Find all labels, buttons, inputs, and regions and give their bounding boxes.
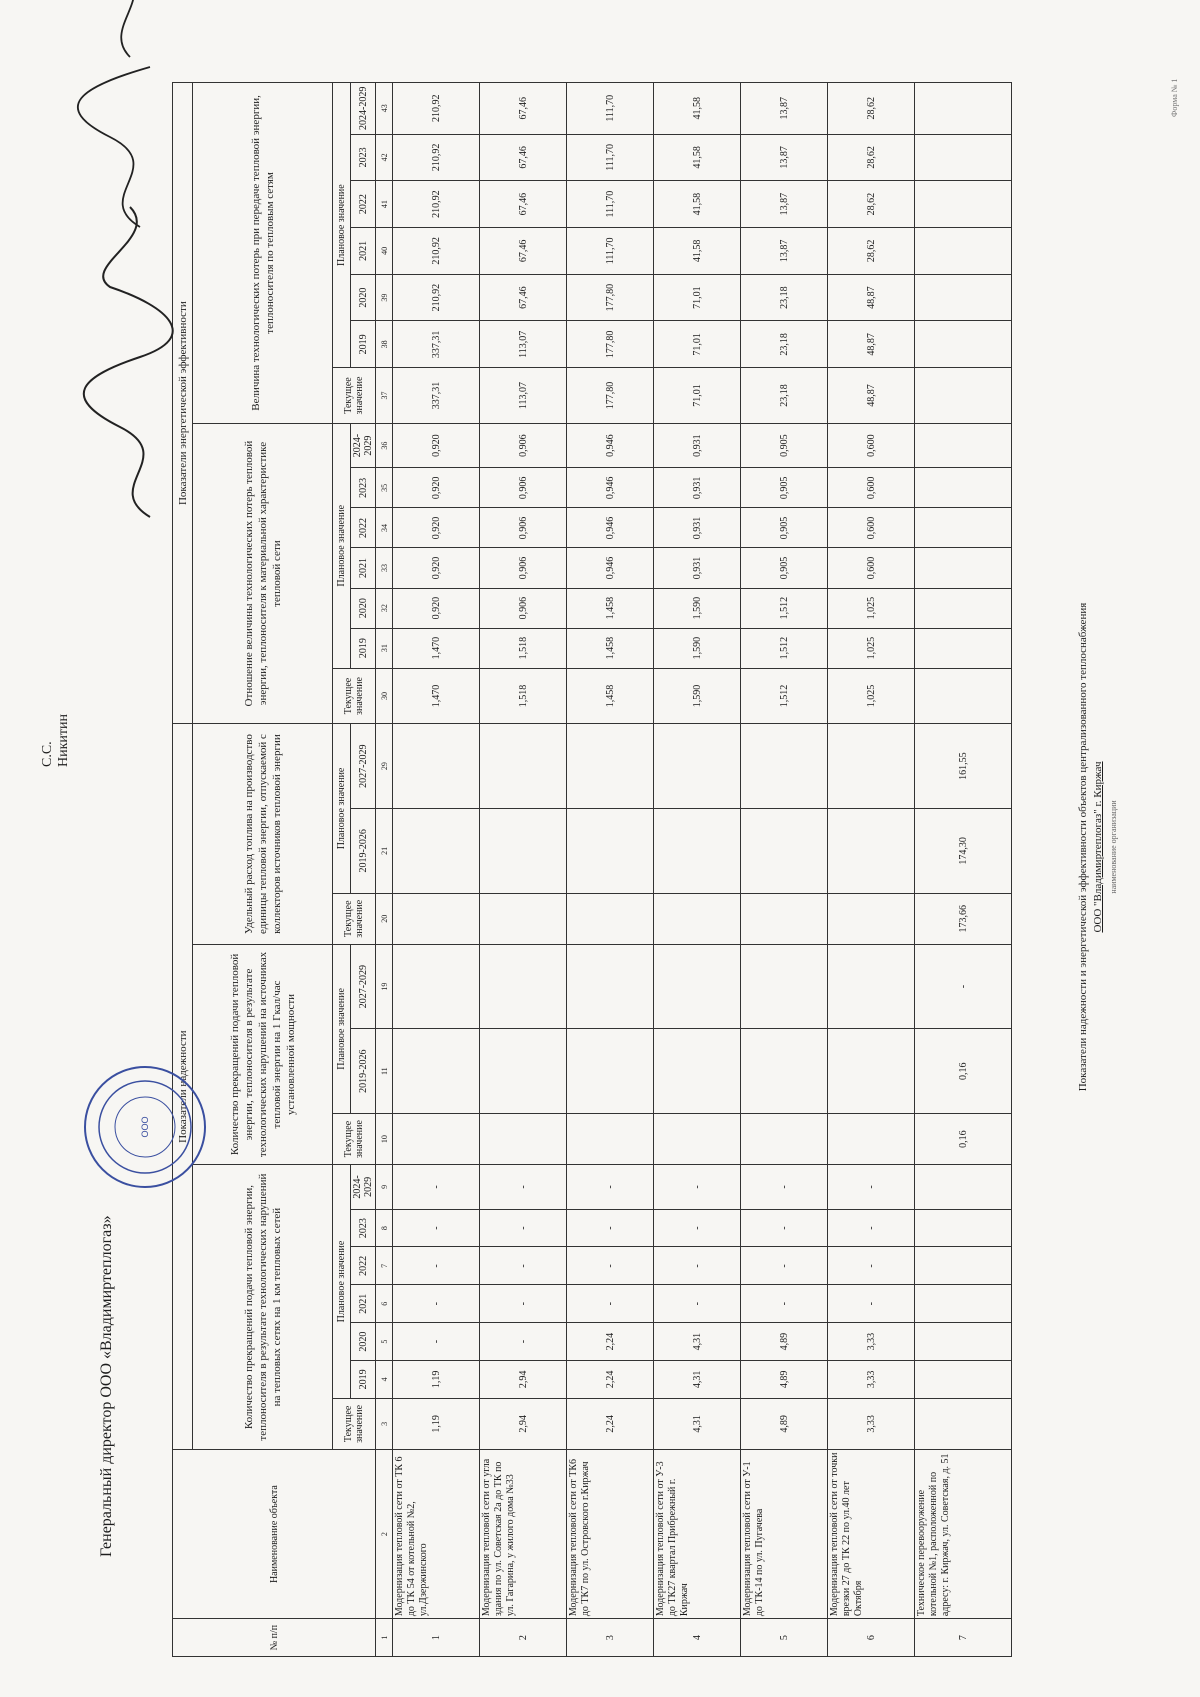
table-cell [741, 893, 828, 944]
table-cell [480, 809, 567, 894]
table-cell: 3,33 [828, 1360, 915, 1398]
table-cell: - [393, 1285, 480, 1323]
table-cell [828, 1113, 915, 1164]
table-cell: 1,458 [567, 668, 654, 724]
table-cell: 41,58 [654, 134, 741, 181]
table-cell: 1,025 [828, 588, 915, 628]
column-number: 2 [376, 1450, 393, 1619]
column-number: 1 [376, 1619, 393, 1657]
table-cell: - [480, 1247, 567, 1285]
table-cell [828, 724, 915, 809]
table-row [654, 83, 741, 1657]
table-cell: 4,89 [741, 1360, 828, 1398]
table-cell: - [654, 1285, 741, 1323]
table-cell: 0,931 [654, 423, 741, 468]
table-cell: 210,92 [393, 227, 480, 274]
table-cell: 0,946 [567, 468, 654, 508]
header-planned-3: Плановое значение [333, 724, 351, 893]
table-cell: 174,30 [915, 809, 1012, 894]
handwritten-signature [60, 0, 200, 527]
table-cell [741, 944, 828, 1029]
table-cell: - [828, 1209, 915, 1247]
table-cell [480, 944, 567, 1029]
table-row [567, 83, 654, 1657]
column-number: 39 [376, 274, 393, 321]
table-cell [393, 1113, 480, 1164]
table-cell [915, 134, 1012, 181]
table-cell: 2,24 [567, 1360, 654, 1398]
year-header: 2022 [351, 181, 376, 228]
column-number: 31 [376, 628, 393, 668]
column-number: 6 [376, 1285, 393, 1323]
table-cell: 13,87 [741, 83, 828, 135]
table-cell: - [567, 1209, 654, 1247]
table-cell [741, 724, 828, 809]
row-number: 7 [915, 1619, 1012, 1657]
row-number: 6 [828, 1619, 915, 1657]
column-number: 41 [376, 181, 393, 228]
table-cell [915, 1323, 1012, 1361]
year-header: 2023 [351, 134, 376, 181]
table-cell: 0,905 [741, 548, 828, 588]
table-cell [915, 83, 1012, 135]
table-cell: 3,33 [828, 1398, 915, 1449]
table-cell: - [741, 1209, 828, 1247]
table-cell: - [654, 1165, 741, 1210]
table-cell [915, 423, 1012, 468]
column-number: 30 [376, 668, 393, 724]
table-cell: 23,18 [741, 368, 828, 424]
table-cell: 4,89 [741, 1323, 828, 1361]
table-cell: - [393, 1209, 480, 1247]
row-number: 4 [654, 1619, 741, 1657]
row-number: 1 [393, 1619, 480, 1657]
svg-text:ООО: ООО [140, 1116, 150, 1138]
table-cell: 1,470 [393, 668, 480, 724]
column-number: 19 [376, 944, 393, 1029]
table-cell [915, 588, 1012, 628]
table-cell: - [741, 1247, 828, 1285]
column-number: 40 [376, 227, 393, 274]
table-cell: 1,512 [741, 668, 828, 724]
table-cell: 1,470 [393, 628, 480, 668]
director-name: С.С. Никитин [40, 714, 71, 767]
table-cell: - [480, 1209, 567, 1247]
table-cell [828, 809, 915, 894]
table-cell [915, 227, 1012, 274]
group-efficiency: Показатели энергетической эффективности [173, 83, 193, 724]
table-cell: 23,18 [741, 274, 828, 321]
table-cell [393, 944, 480, 1029]
table-cell: 0,920 [393, 468, 480, 508]
object-name: Модернизация тепловой сети от У-3 до ТК27 квартал Прибрежный г. Киржач [654, 1450, 741, 1619]
table-cell [915, 1209, 1012, 1247]
column-number: 34 [376, 508, 393, 548]
table-cell [828, 944, 915, 1029]
table-cell: 0,931 [654, 548, 741, 588]
column-number: 20 [376, 893, 393, 944]
table-cell: 67,46 [480, 181, 567, 228]
header-planned-4: Плановое значение [333, 423, 351, 668]
table-cell [654, 809, 741, 894]
header-current-5: Текущее значение [333, 368, 376, 424]
table-cell: 210,92 [393, 181, 480, 228]
table-cell: 1,512 [741, 588, 828, 628]
table-cell: - [741, 1285, 828, 1323]
table-cell: - [393, 1165, 480, 1210]
table-cell: 111,70 [567, 181, 654, 228]
table-cell: 111,70 [567, 227, 654, 274]
year-header: 2024-2029 [351, 83, 376, 135]
table-cell: 1,025 [828, 668, 915, 724]
year-header: 2023 [351, 1209, 376, 1247]
table-cell: 28,62 [828, 227, 915, 274]
object-name: Модернизация тепловой сети от ТК 6 до ТК 54 от котельной №2, ул.Дзержинского [393, 1450, 480, 1619]
table-cell: 210,92 [393, 274, 480, 321]
table-cell: 0,600 [828, 548, 915, 588]
table-cell: 4,31 [654, 1360, 741, 1398]
object-name: Модернизация тепловой сети от угла здания по ул. Советская 2а до ТК по ул. Гагарина, у жилого дома №33 [480, 1450, 567, 1619]
table-cell: 0,906 [480, 468, 567, 508]
table-cell: 0,905 [741, 468, 828, 508]
table-cell: 67,46 [480, 274, 567, 321]
table-cell: 1,518 [480, 628, 567, 668]
table-cell: - [828, 1247, 915, 1285]
table-cell: 1,518 [480, 668, 567, 724]
table-cell: 0,931 [654, 508, 741, 548]
document-caption [1076, 157, 1121, 1537]
table-cell: 0,905 [741, 508, 828, 548]
table-cell: 48,87 [828, 321, 915, 368]
table-cell: 0,946 [567, 508, 654, 548]
table-row [741, 83, 828, 1657]
table-cell: 1,590 [654, 588, 741, 628]
table-cell: 210,92 [393, 134, 480, 181]
column-number: 7 [376, 1247, 393, 1285]
table-cell: 4,89 [741, 1398, 828, 1449]
table-cell: 337,31 [393, 368, 480, 424]
year-header: 2019 [351, 1360, 376, 1398]
table-cell: 111,70 [567, 134, 654, 181]
header-loss-value: Величина технологических потерь при передаче тепловой энергии, теплоносителя по тепловым сетям [193, 83, 333, 424]
table-cell: 111,70 [567, 83, 654, 135]
year-header: 2020 [351, 1323, 376, 1361]
table-cell: 28,62 [828, 134, 915, 181]
table-cell [915, 321, 1012, 368]
table-cell: 67,46 [480, 83, 567, 135]
table-cell: - [393, 1323, 480, 1361]
column-number: 9 [376, 1165, 393, 1210]
table-cell: 1,590 [654, 668, 741, 724]
year-header: 2024-2029 [351, 423, 376, 468]
header-loss-ratio: Отношение величины технологических потерь тепловой энергии, теплоносителя к материальной характеристике тепловой сети [193, 423, 333, 723]
table-cell: 2,24 [567, 1398, 654, 1449]
table-cell: 0,906 [480, 423, 567, 468]
table-cell: 0,16 [915, 1029, 1012, 1114]
table-cell: - [480, 1165, 567, 1210]
organization-note: наименование организации [1109, 800, 1118, 894]
table-cell [654, 893, 741, 944]
table-cell [567, 724, 654, 809]
table-cell: - [480, 1323, 567, 1361]
table-cell [654, 724, 741, 809]
table-cell: 1,458 [567, 588, 654, 628]
table-cell [567, 809, 654, 894]
table-cell: 67,46 [480, 227, 567, 274]
indicators-table [172, 82, 1012, 1657]
table-cell: 113,07 [480, 368, 567, 424]
table-cell [393, 809, 480, 894]
year-header: 2027-2029 [351, 724, 376, 809]
table-cell: 0,906 [480, 548, 567, 588]
col-name-header: Наименование объекта [173, 1450, 376, 1619]
table-cell: 4,31 [654, 1398, 741, 1449]
table-cell [915, 274, 1012, 321]
table-cell [915, 181, 1012, 228]
table-cell: 173,66 [915, 893, 1012, 944]
table-cell: 177,80 [567, 321, 654, 368]
table-cell: 161,55 [915, 724, 1012, 809]
table-cell [393, 724, 480, 809]
year-header: 2021 [351, 227, 376, 274]
table-cell: - [828, 1165, 915, 1210]
table-cell [480, 1029, 567, 1114]
table-cell: 28,62 [828, 83, 915, 135]
object-name: Модернизация тепловой сети от У-1 до ТК-14 по ул. Пугачева [741, 1450, 828, 1619]
table-cell: 2,94 [480, 1360, 567, 1398]
year-header: 2021 [351, 1285, 376, 1323]
table-cell [654, 1029, 741, 1114]
table-cell: 71,01 [654, 321, 741, 368]
year-header: 2023 [351, 468, 376, 508]
header-failures-per-km: Количество прекращений подачи тепловой энергии, теплоносителя в результате технологических нарушений на тепловых сетях на 1 км тепловых сетей [193, 1165, 333, 1450]
document-title: Показатели надежности и энергетической эффективности объектов централизованного теплоснабжения [1077, 602, 1089, 1092]
year-header: 2020 [351, 274, 376, 321]
table-cell: 3,33 [828, 1323, 915, 1361]
header-planned-1: Плановое значение [333, 1165, 351, 1399]
table-row [915, 83, 1012, 1657]
table-cell: - [828, 1285, 915, 1323]
table-row [393, 83, 480, 1657]
column-number: 10 [376, 1113, 393, 1164]
year-header: 2020 [351, 588, 376, 628]
table-cell: 0,906 [480, 588, 567, 628]
table-cell [480, 893, 567, 944]
year-header: 2019-2026 [351, 1029, 376, 1114]
table-cell: 0,600 [828, 468, 915, 508]
table-cell: 28,62 [828, 181, 915, 228]
table-cell: 48,87 [828, 368, 915, 424]
header-current-2: Текущее значение [333, 1113, 376, 1164]
table-cell: 41,58 [654, 181, 741, 228]
header-planned-5: Плановое значение [333, 83, 351, 368]
table-cell: 41,58 [654, 227, 741, 274]
table-cell: 210,92 [393, 83, 480, 135]
header-current-4: Текущее значение [333, 668, 376, 724]
table-cell: 2,94 [480, 1398, 567, 1449]
table-cell: - [480, 1285, 567, 1323]
table-cell: 71,01 [654, 274, 741, 321]
row-number: 2 [480, 1619, 567, 1657]
year-header: 2019 [351, 628, 376, 668]
signature-block [40, 687, 160, 1587]
object-name: Техническое перевооружение котельной №1, расположенной по адресу: г. Киржач, ул. Советская, д. 51 [915, 1450, 1012, 1619]
column-number: 43 [376, 83, 393, 135]
table-cell [393, 1029, 480, 1114]
table-cell: 13,87 [741, 181, 828, 228]
table-cell [741, 809, 828, 894]
table-cell: 0,946 [567, 423, 654, 468]
column-number: 35 [376, 468, 393, 508]
table-cell: - [567, 1247, 654, 1285]
director-title: Генеральный директор ООО «Владимиртеплогаз» [98, 1215, 115, 1557]
table-cell [567, 944, 654, 1029]
table-cell [654, 1113, 741, 1164]
year-header: 2027-2029 [351, 944, 376, 1029]
table-row [480, 83, 567, 1657]
column-number: 21 [376, 809, 393, 894]
header-current-1: Текущее значение [333, 1398, 376, 1449]
table-cell [915, 468, 1012, 508]
table-cell [915, 628, 1012, 668]
company-stamp [80, 1062, 210, 1192]
table-row [828, 83, 915, 1657]
table-cell [741, 1029, 828, 1114]
year-header: 2024-2029 [351, 1165, 376, 1210]
table-cell [567, 1113, 654, 1164]
table-cell: 0,905 [741, 423, 828, 468]
table-cell [915, 1247, 1012, 1285]
column-number: 42 [376, 134, 393, 181]
table-cell: 1,590 [654, 628, 741, 668]
table-cell [915, 1398, 1012, 1449]
table-cell: 0,946 [567, 548, 654, 588]
table-cell: 337,31 [393, 321, 480, 368]
table-cell: 13,87 [741, 227, 828, 274]
header-current-3: Текущее значение [333, 893, 376, 944]
table-cell [480, 1113, 567, 1164]
column-number: 37 [376, 368, 393, 424]
table-cell [567, 893, 654, 944]
table-cell [828, 893, 915, 944]
group-reliability: Показатели надежности [173, 724, 193, 1450]
table-cell [915, 1285, 1012, 1323]
table-cell: 0,920 [393, 423, 480, 468]
table-cell: 177,80 [567, 368, 654, 424]
table-cell [915, 668, 1012, 724]
table-cell: - [654, 1247, 741, 1285]
table-cell [654, 944, 741, 1029]
column-number: 29 [376, 724, 393, 809]
table-cell: 113,07 [480, 321, 567, 368]
table-cell: - [567, 1285, 654, 1323]
row-number: 5 [741, 1619, 828, 1657]
year-header: 2022 [351, 1247, 376, 1285]
header-failures-per-gcal: Количество прекращений подачи тепловой энергии, теплоносителя в результате технологических нарушений на источниках тепловой энергии на 1 Гкал/час установленной мощности [193, 944, 333, 1164]
table-cell: 1,19 [393, 1360, 480, 1398]
table-cell: 1,19 [393, 1398, 480, 1449]
table-cell: 13,87 [741, 134, 828, 181]
table-cell: 177,80 [567, 274, 654, 321]
object-name: Модернизация тепловой сети от точки врезки 27 до ТК 22 по ул.40 лет Октября [828, 1450, 915, 1619]
table-cell: - [654, 1209, 741, 1247]
table-cell: 0,600 [828, 508, 915, 548]
table-cell [915, 1165, 1012, 1210]
table-cell: 2,24 [567, 1323, 654, 1361]
table-cell: 48,87 [828, 274, 915, 321]
column-number: 33 [376, 548, 393, 588]
table-cell: 0,600 [828, 423, 915, 468]
table-cell [567, 1029, 654, 1114]
table-cell: - [741, 1165, 828, 1210]
table-cell: 1,025 [828, 628, 915, 668]
row-number: 3 [567, 1619, 654, 1657]
table-cell: 0,920 [393, 548, 480, 588]
year-header: 2019-2026 [351, 809, 376, 894]
table-cell: 0,931 [654, 468, 741, 508]
table-cell: 71,01 [654, 368, 741, 424]
table-cell [915, 548, 1012, 588]
table-cell: 0,920 [393, 508, 480, 548]
table-cell: 1,458 [567, 628, 654, 668]
column-number: 32 [376, 588, 393, 628]
column-number: 8 [376, 1209, 393, 1247]
year-header: 2019 [351, 321, 376, 368]
table-cell: - [915, 944, 1012, 1029]
table-cell [828, 1029, 915, 1114]
column-number: 3 [376, 1398, 393, 1449]
column-number: 38 [376, 321, 393, 368]
table-cell [915, 508, 1012, 548]
header-fuel-rate: Удельный расход топлива на производство единицы тепловой энергии, отпускаемой с коллекторов источников тепловой энергии [193, 724, 333, 945]
column-number: 11 [376, 1029, 393, 1114]
object-name: Модернизация тепловой сети от ТК6 до ТК7 по ул. Островского г.Киржач [567, 1450, 654, 1619]
column-number: 4 [376, 1360, 393, 1398]
table-cell: - [567, 1165, 654, 1210]
table-cell: 0,920 [393, 588, 480, 628]
table-cell [393, 893, 480, 944]
header-planned-2: Плановое значение [333, 944, 351, 1113]
table-cell: 41,58 [654, 83, 741, 135]
table-cell: 23,18 [741, 321, 828, 368]
table-cell: 67,46 [480, 134, 567, 181]
table-cell [915, 368, 1012, 424]
col-num-header: № п/п [173, 1619, 376, 1657]
table-cell: 1,512 [741, 628, 828, 668]
form-tag: Форма № 1 [1170, 78, 1179, 117]
table-cell [915, 1360, 1012, 1398]
organization-name: ООО "Владимиртеплогаз" г. Киржач [1092, 761, 1104, 933]
table-cell: - [393, 1247, 480, 1285]
column-number: 36 [376, 423, 393, 468]
table-cell: 0,16 [915, 1113, 1012, 1164]
year-header: 2021 [351, 548, 376, 588]
table-cell: 4,31 [654, 1323, 741, 1361]
year-header: 2022 [351, 508, 376, 548]
table-cell [480, 724, 567, 809]
table-cell: 0,906 [480, 508, 567, 548]
table-cell [741, 1113, 828, 1164]
column-number: 5 [376, 1323, 393, 1361]
